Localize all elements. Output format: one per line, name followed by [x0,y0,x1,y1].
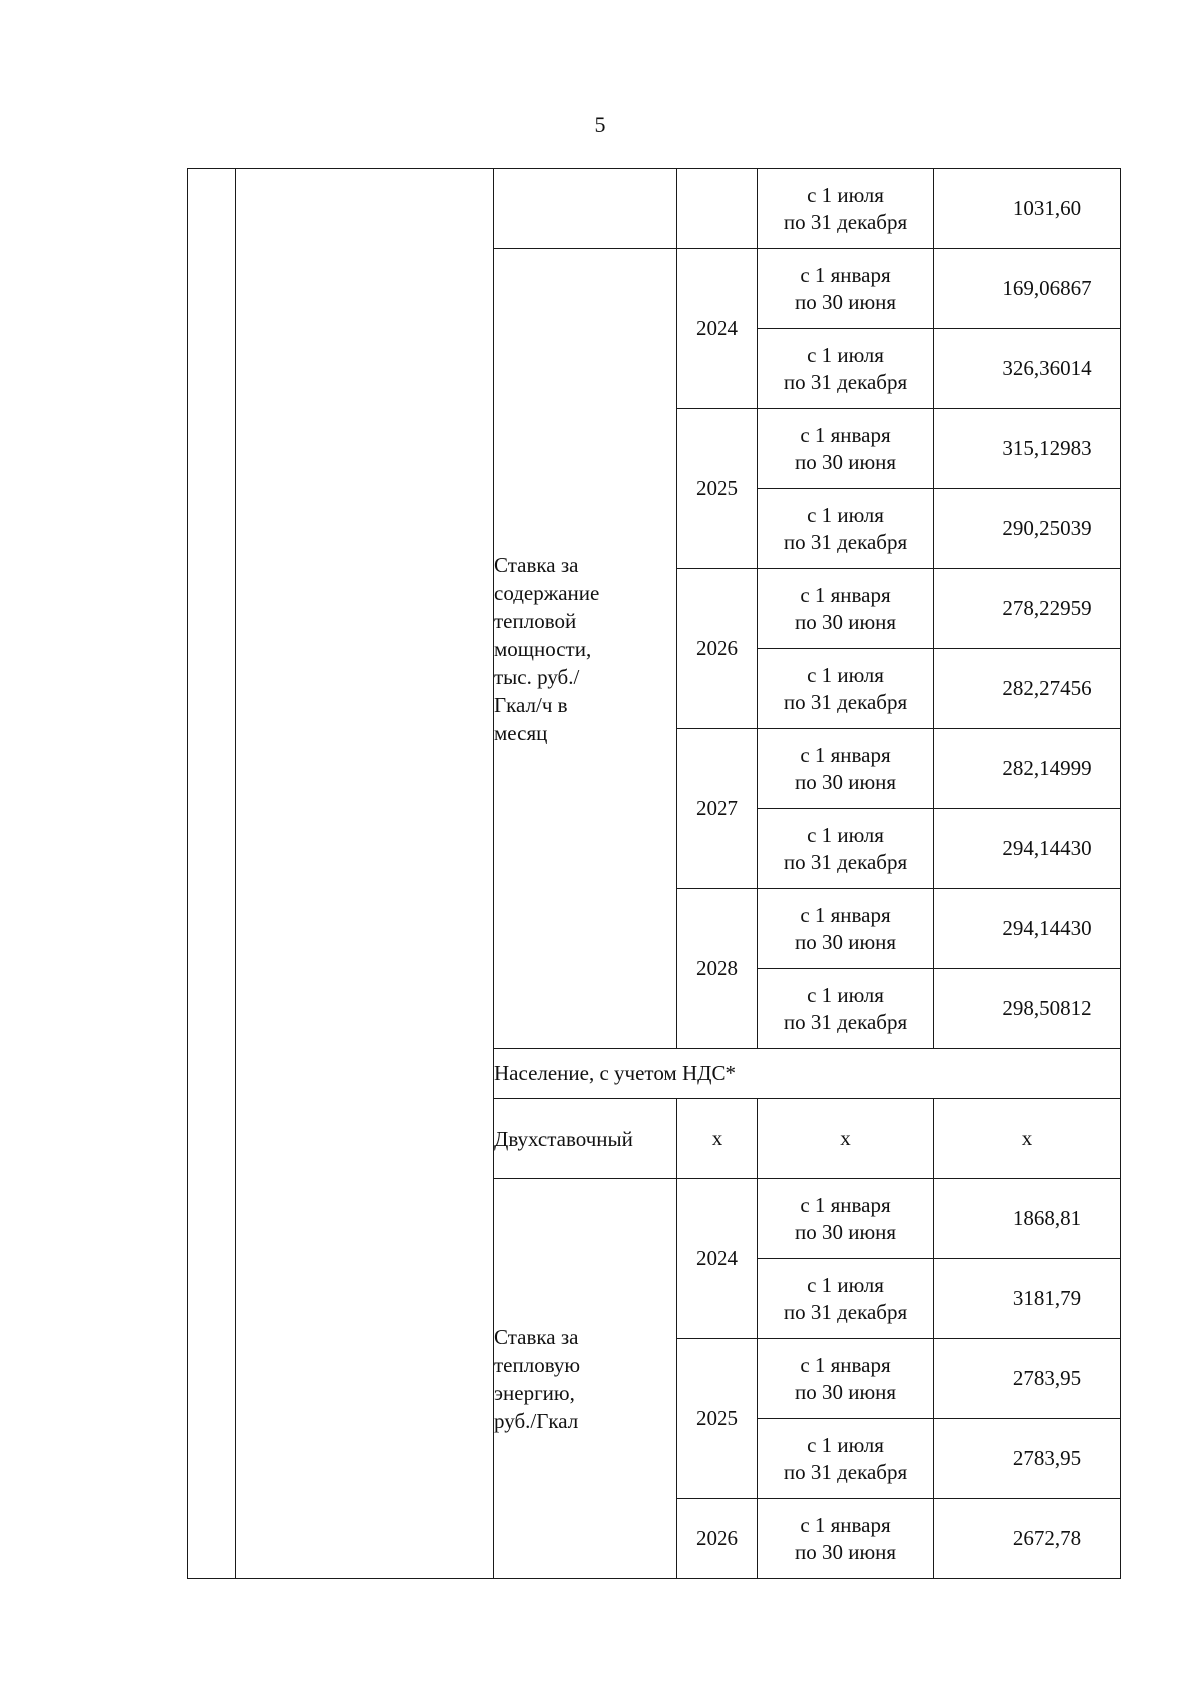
value-cell: 3181,79 [934,1259,1121,1339]
period-cell: с 1 июля по 31 декабря [758,649,934,729]
period-cell: с 1 января по 30 июня [758,569,934,649]
value-cell: 315,12983 [934,409,1121,489]
year-cell: 2025 [677,409,758,569]
period-cell: с 1 июля по 31 декабря [758,809,934,889]
period-cell: с 1 января по 30 июня [758,249,934,329]
value-cell: 294,14430 [934,889,1121,969]
description-cell-empty [494,169,677,249]
period-cell: с 1 июля по 31 декабря [758,969,934,1049]
year-cell: 2024 [677,249,758,409]
value-cell: 169,06867 [934,249,1121,329]
value-cell: 278,22959 [934,569,1121,649]
organization-column-cell [236,169,494,1579]
period-cell: с 1 января по 30 июня [758,409,934,489]
tariff-table [187,168,1121,1579]
rate-description-energy: Ставка за тепловую энергию, руб./Гкал [494,1179,677,1579]
value-cell: 290,25039 [934,489,1121,569]
not-applicable-cell: х [934,1099,1121,1179]
year-cell: 2027 [677,729,758,889]
not-applicable-cell: х [677,1099,758,1179]
value-cell: 2783,95 [934,1339,1121,1419]
period-cell: с 1 июля по 31 декабря [758,329,934,409]
period-cell: с 1 января по 30 июня [758,1179,934,1259]
value-cell: 282,27456 [934,649,1121,729]
rate-description-capacity: Ставка за содержание тепловой мощности, тыс. руб./Гкал/ч в месяц [494,249,677,1049]
period-cell: с 1 января по 30 июня [758,729,934,809]
period-cell: с 1 июля по 31 декабря [758,489,934,569]
period-cell: с 1 января по 30 июня [758,1339,934,1419]
table-row [188,169,1121,249]
year-cell: 2028 [677,889,758,1049]
year-cell: 2024 [677,1179,758,1339]
value-cell: 2672,78 [934,1499,1121,1579]
period-cell: с 1 июля по 31 декабря [758,1259,934,1339]
year-cell-empty [677,169,758,249]
value-cell: 294,14430 [934,809,1121,889]
period-cell: с 1 января по 30 июня [758,889,934,969]
tariff-type-cell: Двухставочный [494,1099,677,1179]
value-cell: 1031,60 [934,169,1121,249]
not-applicable-cell: х [758,1099,934,1179]
value-cell: 326,36014 [934,329,1121,409]
period-cell: с 1 июля по 31 декабря [758,169,934,249]
value-cell: 282,14999 [934,729,1121,809]
year-cell: 2025 [677,1339,758,1499]
year-cell: 2026 [677,1499,758,1579]
section-header-population: Население, с учетом НДС* [494,1049,1121,1099]
page-number: 5 [594,112,606,137]
year-cell: 2026 [677,569,758,729]
number-column-cell [188,169,236,1579]
value-cell: 2783,95 [934,1419,1121,1499]
value-cell: 298,50812 [934,969,1121,1049]
period-cell: с 1 января по 30 июня [758,1499,934,1579]
value-cell: 1868,81 [934,1179,1121,1259]
period-cell: с 1 июля по 31 декабря [758,1419,934,1499]
